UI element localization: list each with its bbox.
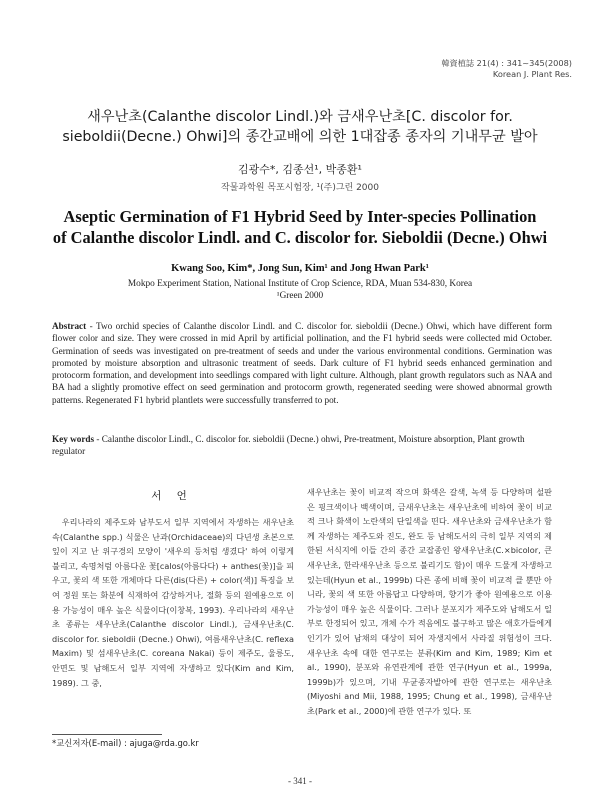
section-heading: 서 언 (151, 490, 193, 502)
keywords (52, 433, 552, 458)
body-column-right: 새우난초는 꽃이 비교적 작으며 화색은 갈색, 녹색 등 다양하며 설판은 핑크색이나 백색이며, 금새우난초는 새우난초에 비하여 꽃이 비교적 크나 화색이 노란색의 단일색을 띤다. 새우난초와 금새우난초가 함께 자생하는 제주도와 진도, 완도 등 남해도서의 극히 일부 지역의 제한된 서식지에 이들 간의 종간 교잡종인 왕새우난초(C.×bicolor, 큰새우난초, 한라새우난초 등으로 불리기도 함)이 매우 드물게 자생하고 있는데(Hyun et al., 1999b) 다른 종에 비해 꽃이 비교적 클 뿐만 아니라, 꽃의 색 또한 아름답고 다양하며, 향기가 좋아 원예용으로 이용 가능성이 매우 높은 식물이다. 그러나 분포지가 제주도와 남해도서 일부로 한정되어 있고, 개체 수가 적음에도 불구하고 많은 애호가들에게 인기가 있어 남채의 대상이 되어 자생지에서 사라질 위험성이 크다. 새우난초 속에 대한 연구로는 분류(Kim and Kim, 1989; Kim et al., 1990), 분포와 유연관계에 관한 연구(Hyun et al., 1999a, 1999b)가 있으며, 기내 무균종자발아에 관한 연구로는 새우난초(Miyoshi and Mii, 1988, 1995; Chung et al., 1998), 금새우난초(Park et al., 2000)에 관한 연구가 있다. 또 (307, 487, 552, 716)
footnote: *교신저자(E-mail) : ajuga@rda.go.kr (52, 738, 199, 748)
keywords-text: - Calanthe discolor Lindl., C. discolor for. sieboldii (Decne.) ohwi, Pre-treatment, Moisture absorption, Plant growth regulator (52, 434, 525, 457)
korean-affiliation: 작물과학원 목포시험장, ¹(주)그린 2000 (220, 183, 379, 193)
body-column-left: 우리나라의 제주도와 남부도서 일부 지역에서 자생하는 새우난초 속(Calanthe spp.) 식물은 난과(Orchidaceae)의 다년생 초본으로 잎이 지고 난 위구경의 모양이 '새우의 등처럼 생겼다' 하여 이렇게 불리고, 속명처럼 아름다운 꽃[calos(아름다다) + anthes(꽃)]을 피우고, 꽃의 색 또한 개체마다 다른(dis(다른) + color(색)] 특징을 보여 정원 또는 화분에 식재하여 감상하거나, 절화 등의 원예용으로 이용 가능성이 매우 높은 식물이다(이창복, 1993). 우리나라의 새우난초 종류는 새우난초(Calanthe discolor Lindl.), 금새우난초(C. discolor for. sieboldii (Decne.) Ohwi), 여름새우난초(C. reflexa Maxim) 및 섬새우난초(C. coreana Nakai) 등이 제주도, 울릉도, 안면도 및 남해도서 일부 지역에 자생하고 있다(Kim and Kim, 1989). 그 중, (52, 517, 294, 688)
journal-citation: 韓資植誌 21(4) : 341~345(2008) (441, 58, 572, 68)
english-affiliation (0, 278, 600, 302)
abstract-label: Abstract (52, 321, 87, 331)
english-title-line2: of Calanthe discolor Lindl. and C. discolor for. Sieboldii (Decne.) Ohwi (52, 228, 548, 247)
page-number: - 341 - (288, 776, 312, 786)
abstract-text: - Two orchid species of Calanthe discolor Lindl. and C. discolor for. sieboldii (Decne.) Ohwi, which have different form flower color and size. They were crossed in mid April by artificial pollination, and the F1 hybrid seeds were collected mid October. Germination of seeds was investigated on pre-treatment of seeds and under the various environmental conditions. Germination was promoted by moisture absorption and ultrasonic treatment of seeds. Dark culture of F1 hybrid seeds enhanced germination and protocorm formation, and development into seedlings compared with light culture. Although, plant growth regulators such as NAA and BA had a slightly promotive effect on seed germination and protocorm growth, regenerated seeding were showed abnormal growth patterns. Regenerated F1 hybrid plantlets were successfully transferred to pot. (52, 321, 552, 405)
korean-title: 새우난초(Calanthe discolor Lindl.)와 금새우난초[C. discolor for. sieboldii(Decne.) Ohwi]의 종간교배에 의한 1대잡종 종자의 기내무균 발아 (62, 109, 538, 145)
keywords-label: Key words (52, 434, 95, 444)
korean-authors: 김광수*, 김종선¹, 박종환¹ (238, 163, 362, 176)
english-affiliation-line1: Mokpo Experiment Station, National Institute of Crop Science, RDA, Muan 534-830, Korea (127, 279, 473, 289)
journal-name: Korean J. Plant Res. (492, 69, 572, 79)
journal-header (441, 58, 572, 80)
footnote-divider (52, 734, 162, 735)
english-authors: Kwang Soo, Kim*, Jong Sun, Kim¹ and Jong Hwan Park¹ (171, 263, 429, 274)
abstract (52, 320, 552, 406)
english-affiliation-line2: ¹Green 2000 (276, 291, 324, 301)
english-title-line1: Aseptic Germination of F1 Hybrid Seed by Inter-species Pollination (63, 207, 537, 226)
english-title (30, 206, 570, 248)
